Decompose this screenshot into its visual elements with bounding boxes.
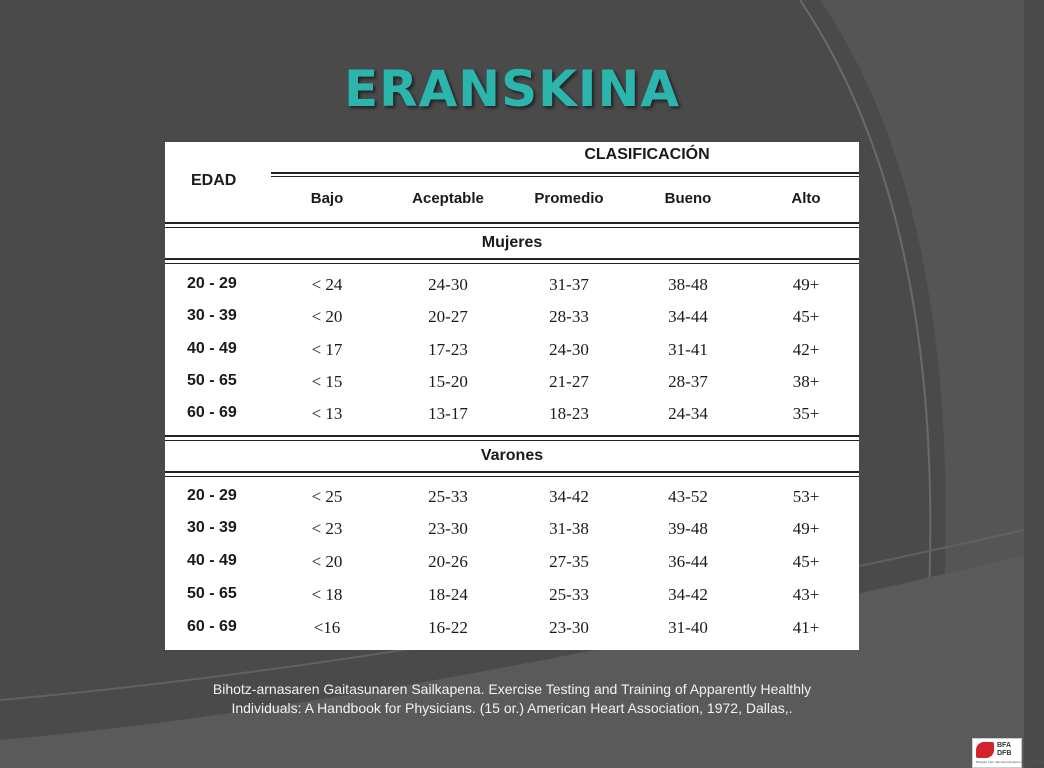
value-bajo: < 25 <box>311 487 343 506</box>
fitness-classification-table <box>165 142 859 650</box>
table-row <box>165 340 859 372</box>
table-row <box>165 552 859 584</box>
value-aceptable: 15-20 <box>428 372 468 391</box>
value-bueno: 39-48 <box>668 519 708 538</box>
value-aceptable: 20-27 <box>428 307 468 326</box>
section-divider <box>165 471 859 473</box>
age-range: 40 - 49 <box>187 340 237 357</box>
value-promedio: 23-30 <box>549 618 589 637</box>
source-caption <box>150 680 874 718</box>
value-bueno: 38-48 <box>668 275 708 294</box>
value-promedio: 18-23 <box>549 404 589 423</box>
value-bajo: < 17 <box>311 340 343 359</box>
section-divider <box>165 476 859 477</box>
value-alto: 45+ <box>792 552 820 571</box>
value-alto: 53+ <box>792 487 820 506</box>
section-title-varones: Varones <box>480 447 544 464</box>
age-range: 50 - 65 <box>187 585 237 602</box>
table-row <box>165 519 859 551</box>
value-promedio: 21-27 <box>549 372 589 391</box>
table-row <box>165 487 859 519</box>
age-range: 60 - 69 <box>187 404 237 421</box>
table-row <box>165 618 859 650</box>
value-bajo: < 24 <box>311 275 343 294</box>
section-divider <box>165 435 859 437</box>
value-bueno: 31-40 <box>668 618 708 637</box>
value-alto: 35+ <box>792 404 820 423</box>
section-divider <box>165 440 859 441</box>
value-aceptable: 13-17 <box>428 404 468 423</box>
value-aceptable: 20-26 <box>428 552 468 571</box>
category-bueno: Bueno <box>664 190 712 207</box>
table-row <box>165 307 859 339</box>
value-bajo: < 20 <box>311 307 343 326</box>
age-range: 50 - 65 <box>187 372 237 389</box>
header-divider <box>271 172 859 174</box>
value-bueno: 24-34 <box>668 404 708 423</box>
value-alto: 43+ <box>792 585 820 604</box>
value-promedio: 34-42 <box>549 487 589 506</box>
value-promedio: 24-30 <box>549 340 589 359</box>
section-divider <box>165 258 859 260</box>
header-divider <box>271 176 859 177</box>
value-bueno: 36-44 <box>668 552 708 571</box>
value-bajo: < 20 <box>311 552 343 571</box>
age-range: 20 - 29 <box>187 275 237 292</box>
value-bajo: < 18 <box>311 585 343 604</box>
age-range: 30 - 39 <box>187 519 237 536</box>
section-divider <box>165 227 859 228</box>
value-bajo: <16 <box>313 618 341 637</box>
age-range: 60 - 69 <box>187 618 237 635</box>
value-bueno: 43-52 <box>668 487 708 506</box>
caption-line: Bihotz-arnasaren Gaitasunaren Sailkapena. Exercise Testing and Training of Apparently Healthly <box>212 681 812 697</box>
value-promedio: 27-35 <box>549 552 589 571</box>
section-divider <box>165 263 859 264</box>
value-promedio: 25-33 <box>549 585 589 604</box>
value-aceptable: 16-22 <box>428 618 468 637</box>
slide-title: ERANSKINA <box>343 60 681 118</box>
category-bajo: Bajo <box>310 190 344 207</box>
value-promedio: 31-38 <box>549 519 589 538</box>
table-row <box>165 404 859 436</box>
table-row <box>165 275 859 307</box>
category-alto: Alto <box>791 190 821 207</box>
age-column-header: EDAD <box>191 172 237 189</box>
value-bueno: 34-42 <box>668 585 708 604</box>
value-alto: 38+ <box>792 372 820 391</box>
value-bueno: 34-44 <box>668 307 708 326</box>
age-range: 30 - 39 <box>187 307 237 324</box>
value-bueno: 28-37 <box>668 372 708 391</box>
logo-subtext: Bizkaiko Foru Aldundia Diputación Foral de Bizkaia <box>976 760 1044 764</box>
value-bueno: 31-41 <box>668 340 708 359</box>
value-aceptable: 23-30 <box>428 519 468 538</box>
value-aceptable: 17-23 <box>428 340 468 359</box>
logo-emblem-icon <box>976 742 994 758</box>
caption-line: Individuals: A Handbook for Physicians. (15 or.) American Heart Association, 1972, Dallas,. <box>231 700 793 716</box>
value-aceptable: 25-33 <box>428 487 468 506</box>
value-alto: 41+ <box>792 618 820 637</box>
age-range: 20 - 29 <box>187 487 237 504</box>
section-title-mujeres: Mujeres <box>481 234 543 251</box>
value-alto: 49+ <box>792 519 820 538</box>
classification-header: CLASIFICACIÓN <box>584 146 710 163</box>
value-alto: 45+ <box>792 307 820 326</box>
value-bajo: < 15 <box>311 372 343 391</box>
section-divider <box>165 222 859 224</box>
value-promedio: 31-37 <box>549 275 589 294</box>
value-aceptable: 18-24 <box>428 585 468 604</box>
logo-text: DFB <box>997 750 1012 757</box>
value-alto: 42+ <box>792 340 820 359</box>
value-bajo: < 23 <box>311 519 343 538</box>
bfa-dfb-logo <box>972 738 1044 768</box>
value-aceptable: 24-30 <box>428 275 468 294</box>
table-row <box>165 585 859 617</box>
age-range: 40 - 49 <box>187 552 237 569</box>
value-alto: 49+ <box>792 275 820 294</box>
table-row <box>165 372 859 404</box>
value-promedio: 28-33 <box>549 307 589 326</box>
category-promedio: Promedio <box>534 190 604 207</box>
logo-text: BFA <box>997 742 1011 749</box>
value-bajo: < 13 <box>311 404 343 423</box>
category-aceptable: Aceptable <box>412 190 484 207</box>
